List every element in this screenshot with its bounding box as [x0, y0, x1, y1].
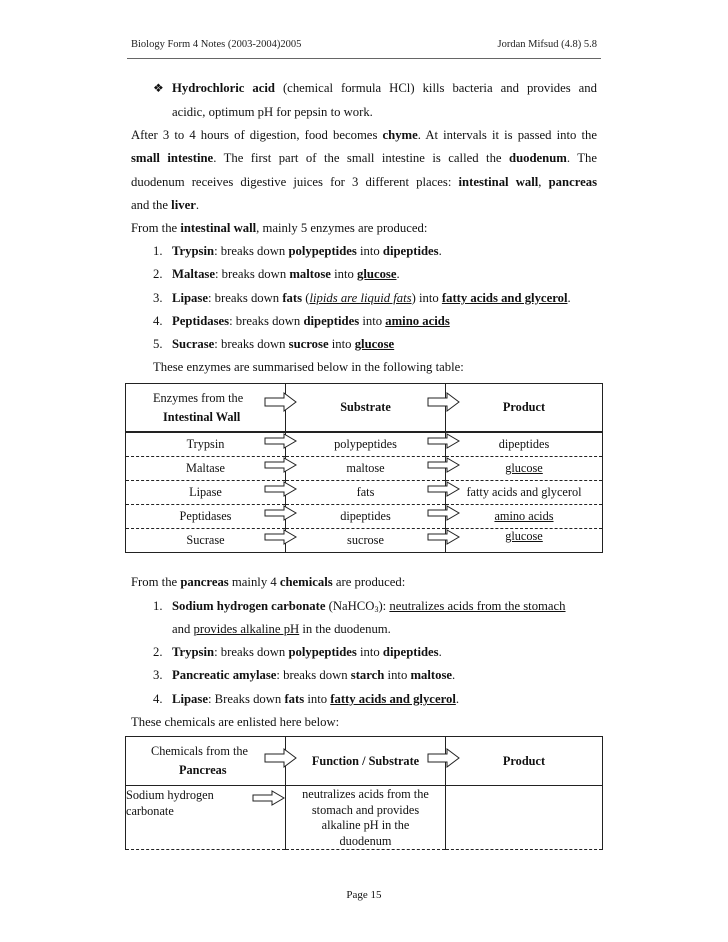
header-enzymes: Enzymes from the Intestinal Wall — [126, 384, 286, 433]
pancreas-chemicals-table — [125, 736, 603, 850]
table-row: Peptidases dipeptides amino acids — [126, 505, 603, 529]
header-left: Biology Form 4 Notes (2003-2004)2005 — [131, 39, 302, 50]
header-rule — [127, 58, 601, 59]
arrow-right-icon — [264, 480, 298, 498]
intestinal-enzymes-table — [125, 383, 603, 553]
arrow-right-icon — [264, 391, 298, 413]
table-row: Maltase maltose glucose — [126, 457, 603, 481]
arrow-right-icon — [252, 790, 286, 806]
list-item: Sodium hydrogen carbonate (NaHCO$_3$): neutralizes acids from the stomach — [172, 599, 566, 614]
list-number: 4. — [153, 692, 163, 706]
list-item: Peptidases: breaks down dipeptides into amino acids — [172, 314, 450, 328]
list-number: 5. — [153, 337, 163, 351]
small-intestine-line: small intestine. The first part of the small intestine is called the duodenum. The — [131, 151, 598, 165]
arrow-right-icon — [427, 528, 461, 546]
arrow-right-icon — [427, 432, 461, 450]
list-item: Maltase: breaks down maltose into glucose. — [172, 267, 400, 281]
header-product: Product — [446, 384, 603, 433]
enlisted-line: These chemicals are enlisted here below: — [131, 715, 340, 729]
list-number: 3. — [153, 291, 163, 305]
table-header-row — [126, 737, 603, 786]
header-function: Function / Substrate — [286, 737, 446, 786]
header-substrate: Substrate — [286, 384, 446, 433]
header-right: Jordan Mifsud (4.8) 5.8 — [497, 39, 597, 50]
arrow-right-icon — [264, 504, 298, 522]
header-product: Product — [446, 737, 603, 786]
list-item: Pancreatic amylase: breaks down starch into maltose. — [172, 668, 456, 682]
arrow-right-icon — [427, 456, 461, 474]
list-number: 4. — [153, 314, 163, 328]
table-row: Lipase fats fatty acids and glycerol — [126, 481, 603, 505]
page-number: Page 15 — [346, 889, 382, 901]
table-header-row — [126, 384, 603, 433]
list-number: 2. — [153, 645, 163, 659]
arrow-right-icon — [427, 504, 461, 522]
summary-line: These enzymes are summarised below in the following table: — [153, 360, 464, 374]
table-row: Sucrase sucrose glucose — [126, 529, 603, 553]
juices-line: duodenum receives digestive juices for 3 different places: intestinal wall, pancreas — [131, 175, 598, 189]
list-item: Trypsin: breaks down polypeptides into dipeptides. — [172, 645, 442, 659]
chyme-line: After 3 to 4 hours of digestion, food becomes chyme. At intervals it is passed into the — [131, 128, 597, 142]
arrow-right-icon — [264, 528, 298, 546]
list-number: 2. — [153, 267, 163, 281]
intestinal-intro: From the intestinal wall, mainly 5 enzymes are produced: — [131, 221, 428, 235]
bullet-line-1: Hydrochloric acid (chemical formula HCl) kills bacteria and provides and — [172, 81, 597, 95]
header-chemicals: Chemicals from the Pancreas — [126, 737, 286, 786]
table-row: Trypsin polypeptides dipeptides — [126, 432, 603, 457]
list-item: Trypsin: breaks down polypeptides into dipeptides. — [172, 244, 442, 258]
pancreas-intro: From the pancreas mainly 4 chemicals are produced: — [131, 575, 406, 589]
arrow-right-icon — [427, 480, 461, 498]
arrow-right-icon — [264, 432, 298, 450]
liver-line: and the liver. — [131, 198, 200, 212]
chemical-cell: Sodium hydrogen carbonate — [126, 786, 286, 850]
hcl-term: Hydrochloric acid — [172, 81, 275, 95]
arrow-right-icon — [427, 391, 461, 413]
list-item-continuation: and provides alkaline pH in the duodenum. — [172, 622, 391, 636]
arrow-right-icon — [264, 456, 298, 474]
arrow-right-icon — [264, 747, 298, 769]
list-number: 1. — [153, 599, 163, 613]
bullet-line-2: acidic, optimum pH for pepsin to work. — [172, 105, 373, 119]
list-item: Lipase: breaks down fats (lipids are liquid fats) into fatty acids and glycerol. — [172, 291, 571, 305]
list-item: Sucrase: breaks down sucrose into glucose — [172, 337, 395, 351]
arrow-right-icon — [427, 747, 461, 769]
list-number: 3. — [153, 668, 163, 682]
function-cell: neutralizes acids from the stomach and provides alkaline pH in the duodenum — [286, 786, 446, 850]
product-cell — [446, 786, 603, 850]
diamond-bullet-icon: ❖ — [153, 81, 164, 95]
list-number: 1. — [153, 244, 163, 258]
list-item: Lipase: Breaks down fats into fatty acids and glycerol. — [172, 692, 460, 706]
table-row — [126, 786, 603, 850]
